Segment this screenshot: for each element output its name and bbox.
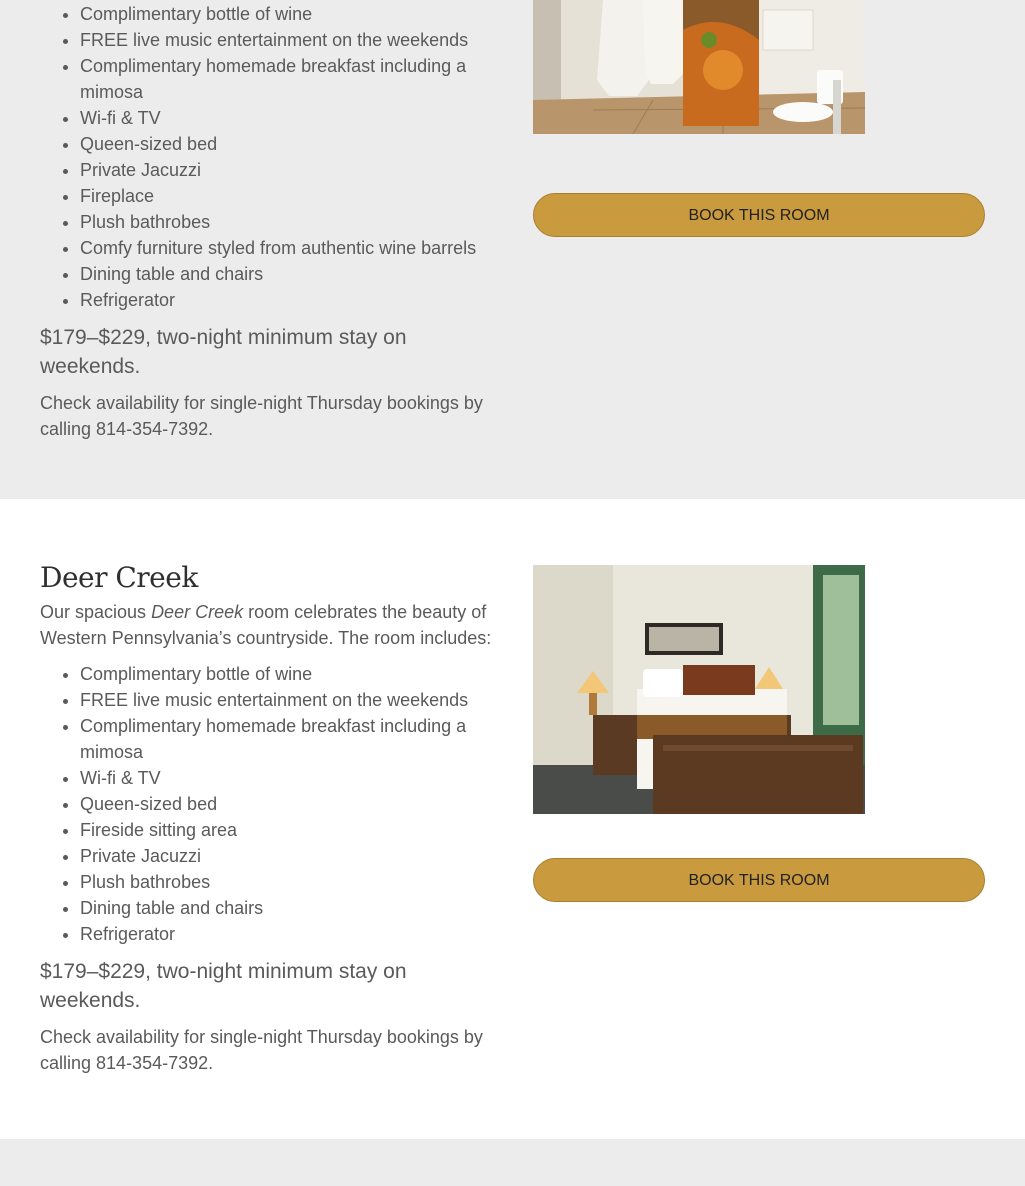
room-2-details — [40, 561, 492, 1076]
room-2-price: $179–$229, two-night minimum stay on weekends. — [40, 960, 407, 1012]
amenity-item: • Complimentary bottle of wine — [80, 1, 492, 27]
deer-creek-bedroom-photo — [533, 565, 865, 814]
room-2-intro — [40, 599, 492, 651]
intro-text: Our spacious — [40, 602, 152, 622]
amenity-item: • Dining table and chairs — [80, 261, 492, 287]
room-1-bathroom-photo — [533, 0, 865, 134]
amenity-item: • Queen-sized bed — [80, 791, 492, 817]
amenity-item: • Complimentary bottle of wine — [80, 661, 492, 687]
amenity-item: • Queen-sized bed — [80, 131, 492, 157]
intro-room-name: Deer Creek — [151, 602, 244, 622]
room-1-availability-note: Check availability for single-night Thursday bookings by calling 814-354-7392. — [40, 393, 483, 439]
book-deer-creek-button[interactable]: BOOK THIS ROOM — [533, 858, 985, 902]
room-1-price: $179–$229, two-night minimum stay on weekends. — [40, 326, 407, 378]
next-room-section — [0, 1139, 1025, 1186]
amenity-item: • Private Jacuzzi — [80, 843, 492, 869]
room-section-1 — [0, 0, 1025, 499]
amenity-item: • FREE live music entertainment on the weekends — [80, 687, 492, 713]
room-2-amenity-list — [40, 661, 492, 947]
intro-text: room celebrates the beauty of Western Pennsylvania’s countryside. The room includes: — [40, 602, 492, 648]
book-room-1-button[interactable]: BOOK THIS ROOM — [533, 193, 985, 237]
amenity-item: • FREE live music entertainment on the weekends — [80, 27, 492, 53]
room-section-deer-creek — [0, 499, 1025, 1139]
room-1-amenity-list — [40, 1, 492, 313]
amenity-item: • Wi-fi & TV — [80, 105, 492, 131]
amenity-item: • Fireplace — [80, 183, 492, 209]
amenity-item: • Comfy furniture styled from authentic wine barrels — [80, 235, 492, 261]
amenity-item: • Complimentary homemade breakfast including a mimosa — [80, 53, 492, 105]
amenity-item: • Refrigerator — [80, 921, 492, 947]
room-1-media — [533, 0, 985, 499]
amenity-item: • Fireside sitting area — [80, 817, 492, 843]
room-2-media — [533, 565, 985, 1125]
room-2-availability-note: Check availability for single-night Thursday bookings by calling 814-354-7392. — [40, 1027, 483, 1073]
amenity-item: • Dining table and chairs — [80, 895, 492, 921]
amenity-item: • Plush bathrobes — [80, 869, 492, 895]
amenity-item: • Private Jacuzzi — [80, 157, 492, 183]
room-title: Deer Creek — [40, 561, 198, 594]
room-1-details — [40, 1, 492, 442]
amenity-item: • Plush bathrobes — [80, 209, 492, 235]
amenity-item: • Complimentary homemade breakfast including a mimosa — [80, 713, 492, 765]
amenity-item: • Refrigerator — [80, 287, 492, 313]
amenity-item: • Wi-fi & TV — [80, 765, 492, 791]
